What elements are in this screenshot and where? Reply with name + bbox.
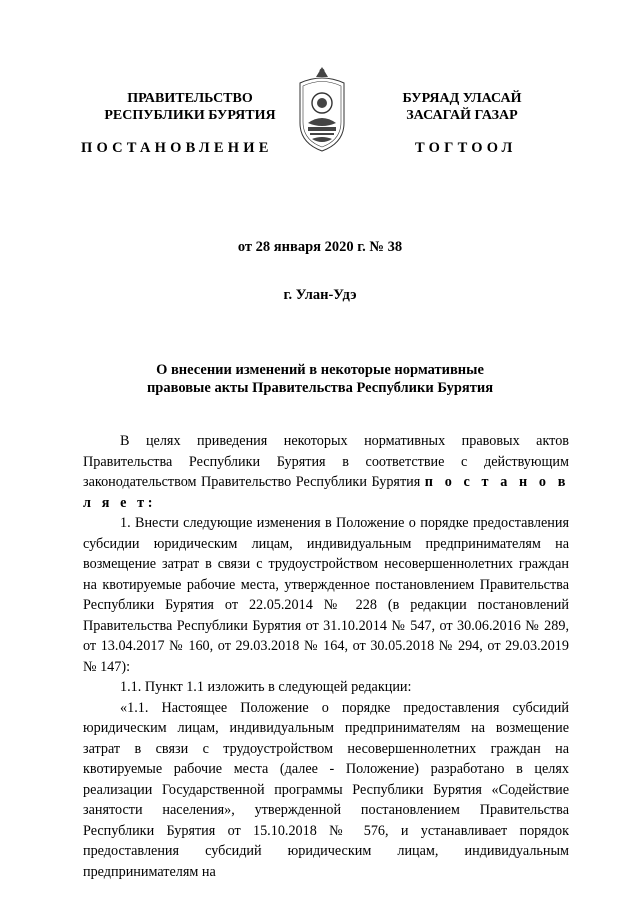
- document-body: [83, 513, 569, 882]
- date-number-line: от 28 января 2020 г. № 38: [237, 239, 403, 255]
- title-line: правовые акты Правительства Республики Бурятия: [146, 380, 494, 396]
- government-name-russian: [95, 90, 285, 124]
- document-title: [100, 361, 540, 397]
- coat-of-arms-emblem: [294, 65, 350, 155]
- decree-word: п о с т а н о в л я е т:: [83, 474, 569, 511]
- org-line: РЕСПУБЛИКИ БУРЯТИЯ: [104, 108, 276, 123]
- city-line: г. Улан-Удэ: [283, 287, 357, 303]
- paragraph-1: 1. Внести следующие изменения в Положение о порядке предоставления субсидии юридическим лицам, индивидуальным предпринимателям на возмещение затрат в связи с трудоустройством несовершеннолетних граждан на квотируемые рабочие места, утвержденное постановлением Правительства Республики Бурятия от 22.05.2014 № 228 (в редакции постановлений Правительства Республики Бурятия от 31.10.2014 № 547, от 30.06.2016 № 289, от 13.04.2017 № 160, от 29.03.2018 № 164, от 30.05.2018 № 294, от 29.03.2019 № 147):: [83, 515, 569, 675]
- government-name-buryat: [382, 90, 542, 124]
- preamble-text: В целях приведения некоторых нормативных правовых актов Правительства Республики Бурятия в соответствие с действующим законодательством Правительство Республики Бурятия: [83, 433, 569, 490]
- doc-type-buryat: ТОГТООЛ: [415, 140, 517, 156]
- paragraph-1-1: 1.1. Пункт 1.1 изложить в следующей редакции:: [120, 679, 412, 695]
- doc-type-russian: ПОСТАНОВЛЕНИЕ: [81, 140, 273, 156]
- org-line: ПРАВИТЕЛЬСТВО: [127, 91, 253, 106]
- title-line: О внесении изменений в некоторые нормативные: [156, 362, 484, 378]
- org-line: ЗАСАГАЙ ГАЗАР: [406, 108, 518, 123]
- preamble-paragraph: [83, 431, 569, 513]
- org-line: БУРЯАД УЛАСАЙ: [402, 91, 522, 106]
- paragraph-quote: «1.1. Настоящее Положение о порядке предоставления субсидий юридическим лицам, индивидуальным предпринимателям на возмещение затрат в связи с трудоустройством несовершеннолетних граждан на квотируемые рабочие места (далее - Положение) разработано в целях реализации Государственной программы Республики Бурятия «Содействие занятости населения», утвержденной постановлением Правительства Республики Бурятия от 15.10.2018 № 576, и устанавливает порядок предоставления субсидий юридическим лицам, индивидуальным предпринимателям на: [83, 699, 569, 880]
